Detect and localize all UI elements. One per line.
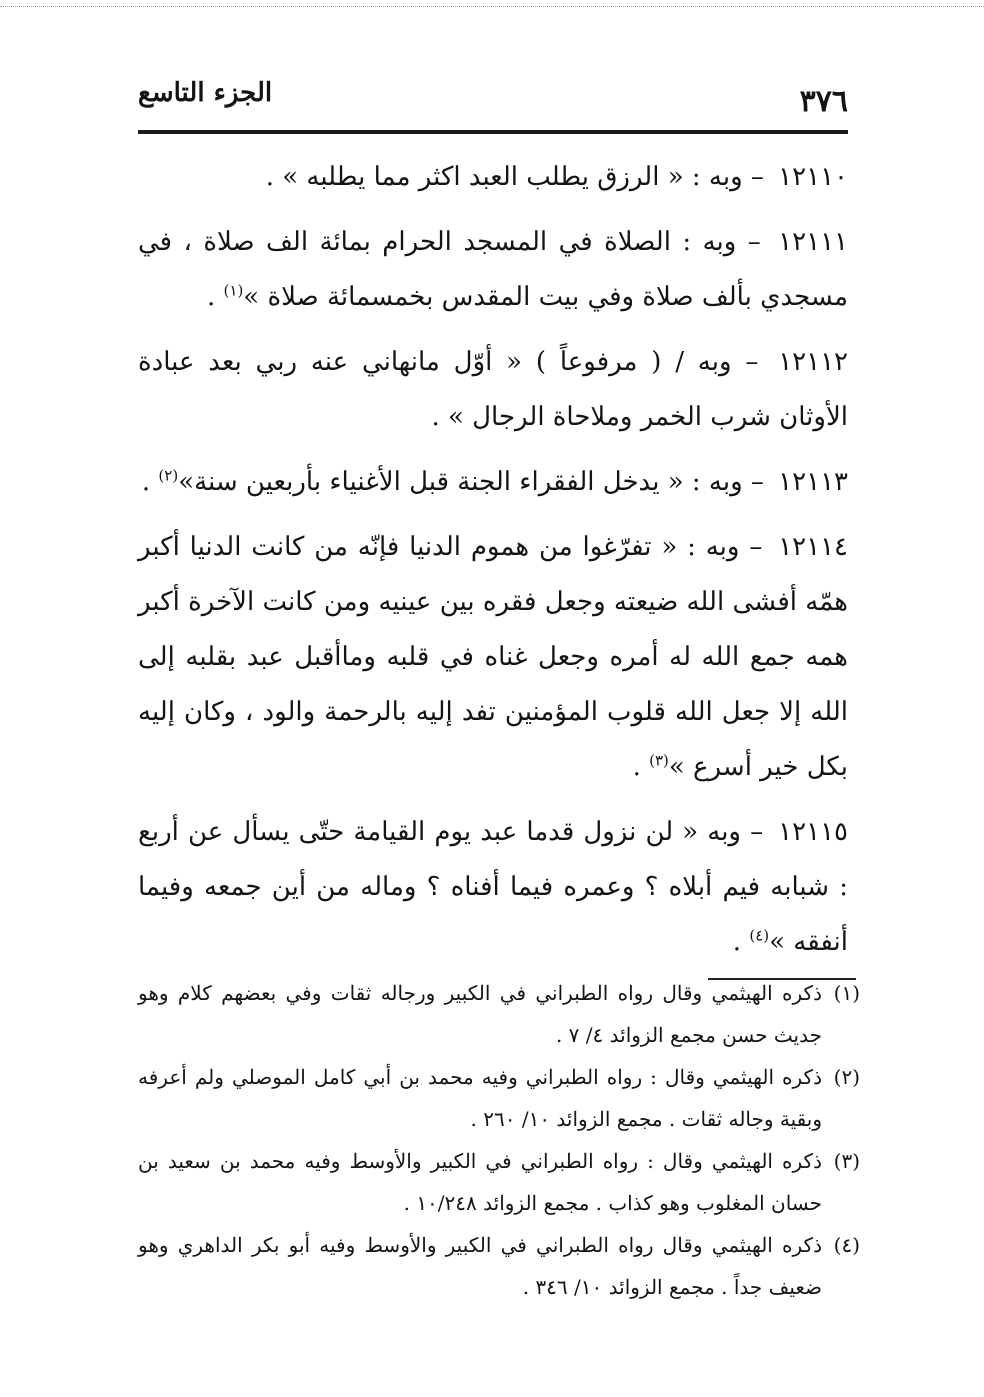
footnote-text: ذكره الهيثمي وقال رواه الطبراني في الكبير والأوسط وفيه أبو بكر الداهري وهو ضعيف جداً . مجمع الزوائد ١٠/ ٣٤٦ . [138,1233,822,1299]
hadith-text: – وبه / ( مرفوعاً ) « أوّل مانهاني عنه ربي بعد عبادة الأوثان شرب الخمر وملاحاة الرجال » . [138,347,848,432]
hadith-12114 [138,520,848,795]
page-top-edge [0,6,984,7]
footnote-marker: (١) [833,981,860,1005]
hadith-number: ١٢١١٢ [778,347,849,377]
footnote-2 [138,1056,860,1140]
hadith-12110 [138,150,848,205]
hadith-12113 [138,455,848,510]
footnote-reference: (٢) [158,466,179,485]
hadith-number: ١٢١١٠ [778,162,848,192]
hadith-number: ١٢١١٤ [778,532,849,562]
hadith-end: . [732,927,750,957]
hadith-end: . [206,282,224,312]
footnote-1 [138,972,860,1056]
running-title: الجزء التاسع [138,78,273,108]
hadith-end: . [632,752,650,782]
hadith-number: ١٢١١٣ [778,467,848,497]
footnote-3 [138,1140,860,1224]
hadith-text: – وبه : « يدخل الفقراء الجنة قبل الأغنياء بأربعين سنة» [178,467,764,497]
hadith-text: – وبه « لن نزول قدما عبد يوم القيامة حتّى يسأل عن أربع : شبابه فيم أبلاه ؟ وعمره فيما أفناه ؟ وماله من أين جمعه وفيما أنفقه » [138,817,848,957]
hadith-12111 [138,215,848,325]
hadith-number: ١٢١١١ [778,227,848,257]
hadith-text: – وبه : « تفرّغوا من هموم الدنيا فإنّه من كانت الدنيا أكبر همّه أفشى الله ضيعته وجعل فقره بين عينيه ومن كانت الآخرة أكبر همه جمع الله له أمره وجعل غناه في قلبه وماأقبل عبد بقلبه إلى الله إلا جعل الله قلوب المؤمنين تفد إليه بالرحمة والود ، وكان إليه بكل خير أسرع » [138,532,848,782]
footnote-text: ذكره الهيثمي وقال : رواه الطبراني في الكبير والأوسط وفيه محمد بن سعيد بن حسان المغلوب وهو كذاب . مجمع الزوائد ١٠/٢٤٨ . [138,1149,822,1215]
hadith-text: – وبه : « الرزق يطلب العبد اكثر مما يطلبه » . [265,162,764,192]
footnotes [138,972,860,1308]
main-text [138,150,848,980]
footnote-text: ذكره الهيثمي وقال : رواه الطبراني وفيه محمد بن أبي كامل الموصلي ولم أعرفه وبقية وجاله ثقات . مجمع الزوائد ١٠/ ٢٦٠ . [138,1065,822,1131]
footnote-marker: (٤) [833,1233,860,1257]
footnote-text: ذكره الهيثمي وقال رواه الطبراني في الكبير ورجاله ثقات وفي بعضهم كلام وهو جديث حسن مجمع الزوائد ٤/ ٧ . [138,981,822,1047]
page-header [138,78,848,128]
header-rule [138,130,848,134]
footnote-marker: (٣) [833,1149,860,1173]
footnote-reference: (١) [223,281,244,300]
hadith-text: – وبه : الصلاة في المسجد الحرام بمائة الف صلاة ، في مسجدي بألف صلاة وفي بيت المقدس بخمسمائة صلاة » [138,227,848,312]
footnote-reference: (٣) [649,751,669,770]
hadith-end: . [141,467,159,497]
footnote-marker: (٢) [833,1065,860,1089]
hadith-12112 [138,335,848,445]
hadith-12115 [138,805,848,970]
footnote-reference: (٤) [749,926,770,945]
footnote-4 [138,1224,860,1308]
hadith-number: ١٢١١٥ [778,817,848,847]
page-number: ٣٧٦ [799,84,848,119]
